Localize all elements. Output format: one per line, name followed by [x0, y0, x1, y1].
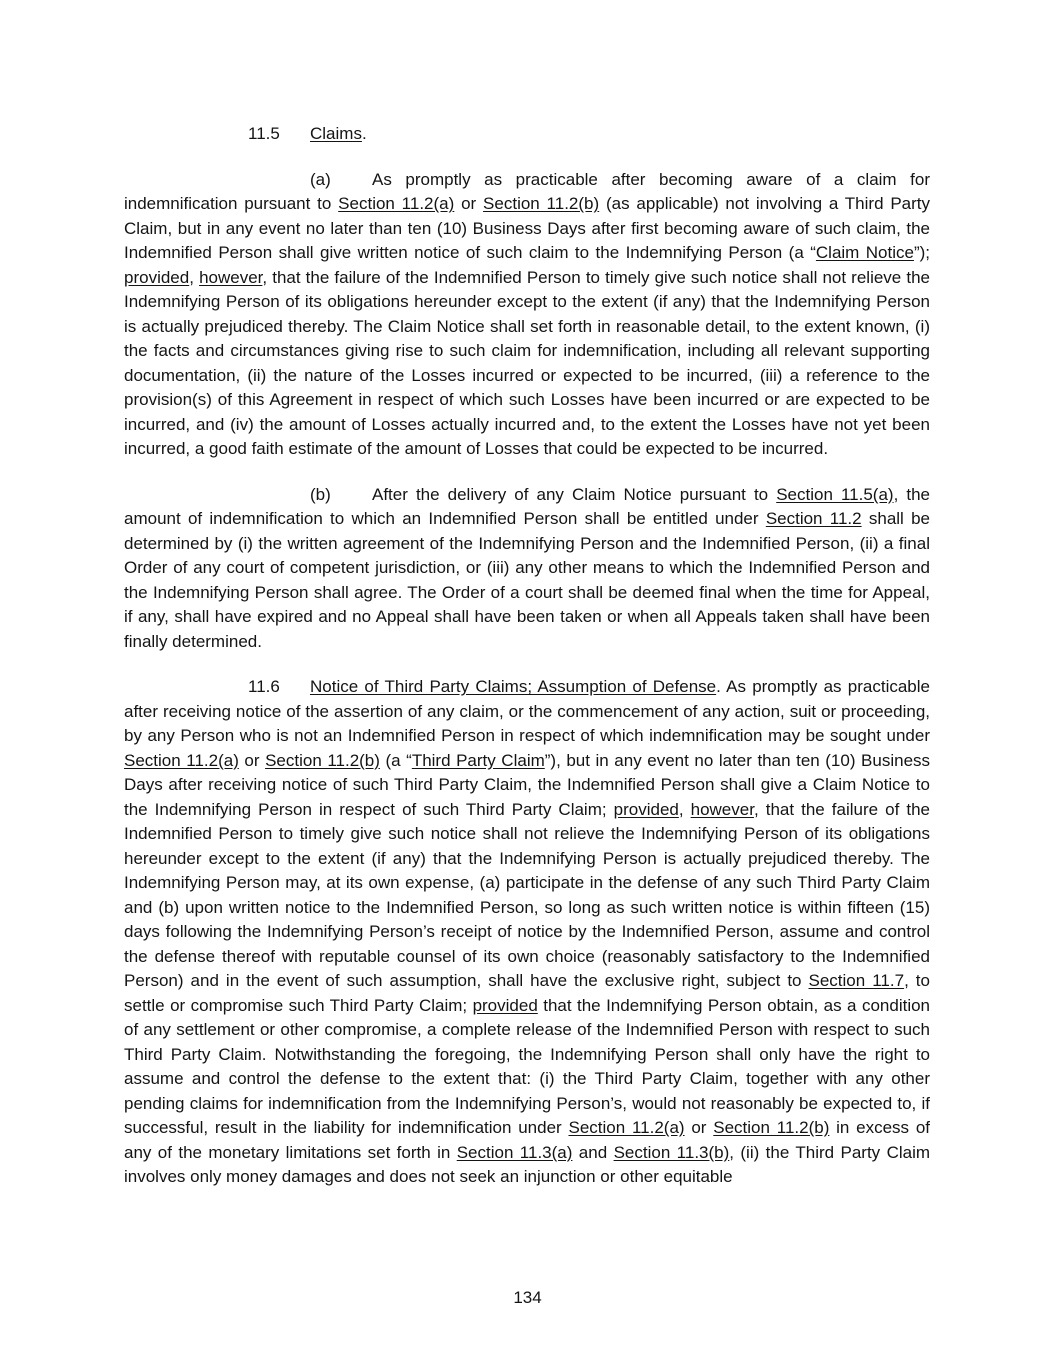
underlined-text-run: however: [199, 267, 263, 287]
paragraph-11-5-b: [124, 483, 930, 655]
underlined-text-run: Section 11.2(b): [265, 750, 380, 770]
underlined-text-run: Section 11.3(a): [456, 1142, 573, 1162]
text-run: and: [572, 1142, 614, 1162]
underlined-text-run: however: [690, 799, 754, 819]
text-run: that the Indemnifying Person obtain, as a condition of any settlement or other compromise, a complete release of the Indemnified Person with respect to such Third Party Claim. Notwithstanding the foregoing, the Indemnifying Person shall only have the right to assume and control the defense to the extent that: (i) the Third Party Claim, together with any other pending claims for indemnification from the Indemnifying Person’s, would not reasonably be expected to, if successful, result in the liability for indemnification under: [124, 995, 930, 1137]
paragraph-text: [124, 170, 930, 459]
underlined-text-run: Section 11.2(a): [338, 194, 455, 213]
underlined-text-run: Third Party Claim: [411, 750, 545, 770]
section-title-period: .: [361, 124, 367, 143]
text-run: , the amount of indemnification to which an Indemnified Person shall be entitled under: [124, 484, 930, 528]
underlined-text-run: Notice of Third Party Claims; Assumption of Defense: [310, 677, 717, 696]
text-run: , that the failure of the Indemnified Person to timely give such notice shall not relieve the Indemnifying Person of its obligations hereunder except to the extent (if any) that the Indemnifying Person is actually prejudiced thereby. The Indemnifying Person may, at its own expense, (a) participate in the defense of any such Third Party Claim and (b) upon written notice to the Indemnified Person, so long as such written notice is within fifteen (15) days following the Indemnifying Person’s receipt of notice by the Indemnified Person, assume and control the defense thereof with reputable counsel of its own choice (reasonably satisfactory to the Indemnified Person) and in the event of such assumption, shall have the exclusive right, subject to: [124, 799, 930, 990]
underlined-text-run: Claim Notice: [815, 243, 914, 262]
text-run: or: [454, 194, 484, 213]
underlined-text-run: Section 11.2(b): [483, 194, 600, 213]
underlined-text-run: Section 11.2(b): [713, 1118, 830, 1137]
text-run: ”), but in any event no later than ten (10) Business Days after receiving notice of such Third Party Claim, the Indemnified Person shall give a Claim Notice to the Indemnifying Person in respect of such Third Party Claim;: [124, 750, 931, 819]
paragraph-text: [124, 677, 930, 1186]
text-run: After the delivery of any Claim Notice pursuant to: [372, 484, 777, 504]
paragraph-label: (a): [310, 169, 331, 189]
text-run: As promptly as practicable after becoming aware of a claim for indemnification pursuant to: [124, 169, 930, 213]
text-run: (a “: [379, 750, 412, 770]
section-number: 11.6: [248, 677, 280, 696]
text-run: ”);: [913, 243, 930, 262]
underlined-text-run: provided: [124, 267, 190, 287]
section-11-6-paragraph: [124, 675, 930, 1190]
text-run: in excess of any of the monetary limitations set forth in: [124, 1118, 931, 1162]
text-run: ,: [678, 799, 691, 819]
text-run: . As promptly as practicable after receiving notice of the assertion of any claim, or the commencement of any action, suit or proceeding, by any Person who is not an Indemnified Person in respect of which indemnification may be sought under: [124, 677, 930, 745]
section-number: 11.5: [248, 124, 280, 143]
text-run: or: [238, 750, 266, 770]
underlined-text-run: Section 11.5(a): [776, 484, 894, 504]
text-run: (as applicable) not involving a Third Party Claim, but in any event no later than ten (10) Business Days after first becoming aware of such claim, the Indemnified Person shall give written notice of such claim to the Indemnifying Person (a “: [124, 194, 931, 262]
underlined-text-run: provided: [472, 995, 538, 1015]
paragraph-label: (b): [310, 484, 331, 504]
text-run: , that the failure of the Indemnified Person to timely give such notice shall not relieve the Indemnifying Person of its obligations hereunder except to the extent (if any) that the Indemnifying Person is actually prejudiced thereby. The Claim Notice shall set forth in reasonable detail, to the extent known, (i) the facts and circumstances giving rise to such claim for indemnification, including all relevant supporting documentation, (ii) the nature of the Losses incurred or expected to be incurred, (iii) a reference to the provision(s) of this Agreement in respect of which such Losses have been incurred or are expected to be incurred, and (iv) the amount of Losses actually incurred and, to the extent the Losses have not yet been incurred, a good faith estimate of the amount of Losses that could be expected to be incurred.: [124, 267, 931, 458]
paragraph-text: [124, 485, 930, 651]
section-title: Claims: [310, 124, 362, 143]
underlined-text-run: Section 11.2(a): [124, 750, 239, 770]
underlined-text-run: Section 11.7: [808, 971, 905, 990]
underlined-text-run: Section 11.3(b): [613, 1142, 730, 1162]
text-run: ,: [189, 267, 200, 287]
section-11-5-heading: [124, 122, 930, 147]
underlined-text-run: provided: [613, 799, 679, 819]
text-run: , (ii) the Third Party Claim involves only money damages and does not seek an injunction or other equitable: [124, 1142, 931, 1186]
text-run: , to settle or compromise such Third Party Claim;: [124, 971, 930, 1015]
underlined-text-run: Section 11.2(a): [568, 1118, 685, 1137]
text-run: or: [684, 1118, 714, 1137]
underlined-text-run: Section 11.2: [765, 509, 862, 528]
page-number: 134: [513, 1288, 542, 1307]
paragraph-11-5-a: [124, 168, 930, 462]
text-run: shall be determined by (i) the written agreement of the Indemnifying Person and the Indemnified Person, (ii) a final Order of any court of competent jurisdiction, or (iii) any other means to which the Indemnified Person and the Indemnifying Person shall agree. The Order of a court shall be deemed final when the time for Appeal, if any, shall have expired and no Appeal shall have been taken or when all Appeals taken shall have been finally determined.: [124, 509, 930, 651]
